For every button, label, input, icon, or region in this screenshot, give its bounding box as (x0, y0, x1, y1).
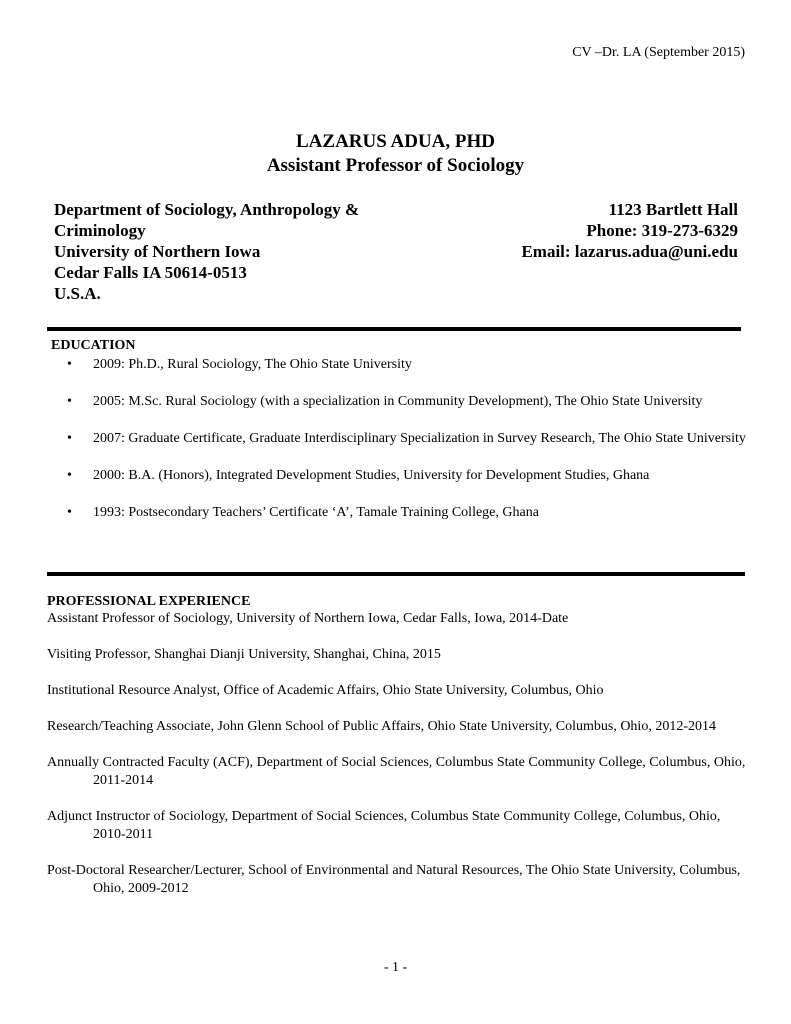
education-item-text: 2005: M.Sc. Rural Sociology (with a specialization in Community Development), The Ohio State University (93, 394, 703, 409)
section-divider-middle (47, 572, 745, 576)
education-item (67, 430, 747, 448)
experience-item: Assistant Professor of Sociology, University of Northern Iowa, Cedar Falls, Iowa, 2014-Date (47, 611, 569, 626)
section-divider-top (47, 327, 741, 331)
education-item-text: 1993: Postsecondary Teachers’ Certificate ‘A’, Tamale Training College, Ghana (93, 505, 539, 520)
department-address (54, 199, 359, 304)
experience-item: Research/Teaching Associate, John Glenn School of Public Affairs, Ohio State University, Columbus, Ohio, 2012-2014 (47, 719, 716, 734)
address-line-city: Cedar Falls IA 50614-0513 (54, 263, 247, 282)
experience-item: Post-Doctoral Researcher/Lecturer, School of Environmental and Natural Resources, The Ohio State University, Columbus, Ohio, 2009-2012 (47, 863, 741, 896)
education-item-text: 2009: Ph.D., Rural Sociology, The Ohio State University (93, 357, 412, 372)
education-item-text: 2007: Graduate Certificate, Graduate Interdisciplinary Specialization in Survey Research, The Ohio State University (93, 431, 746, 446)
education-heading: EDUCATION (51, 338, 136, 353)
address-line-university: University of Northern Iowa (54, 242, 261, 261)
address-line-department: Department of Sociology, Anthropology & (54, 200, 360, 219)
bullet-icon: • (67, 431, 72, 446)
education-item (67, 356, 747, 374)
education-item-text: 2000: B.A. (Honors), Integrated Development Studies, University for Development Studies, Ghana (93, 468, 650, 483)
address-line-department-cont: Criminology (54, 221, 146, 240)
bullet-icon: • (67, 468, 72, 483)
author-name: LAZARUS ADUA, PHD (296, 131, 495, 152)
experience-heading: PROFESSIONAL EXPERIENCE (47, 594, 251, 609)
office-location: 1123 Bartlett Hall (608, 200, 738, 219)
experience-list (47, 610, 747, 916)
page-number: - 1 - (383, 960, 408, 975)
education-item (67, 504, 747, 522)
experience-item: Annually Contracted Faculty (ACF), Department of Social Sciences, Columbus State Community College, Columbus, Ohio, 2011-2014 (47, 755, 746, 788)
running-header: CV –Dr. LA (September 2015) (572, 45, 745, 60)
experience-item: Visiting Professor, Shanghai Dianji University, Shanghai, China, 2015 (47, 647, 441, 662)
bullet-icon: • (67, 357, 72, 372)
education-list (67, 356, 747, 541)
email-address: Email: lazarus.adua@uni.edu (521, 242, 738, 261)
address-line-country: U.S.A. (54, 284, 101, 303)
education-item (67, 393, 747, 411)
education-item (67, 467, 747, 485)
phone-number: Phone: 319-273-6329 (586, 221, 738, 240)
experience-item: Adjunct Instructor of Sociology, Department of Social Sciences, Columbus State Community College, Columbus, Ohio, 2010-2011 (47, 809, 721, 842)
experience-item: Institutional Resource Analyst, Office of Academic Affairs, Ohio State University, Columbus, Ohio (47, 683, 604, 698)
bullet-icon: • (67, 394, 72, 409)
author-title: Assistant Professor of Sociology (266, 155, 525, 176)
contact-details (521, 199, 738, 262)
bullet-icon: • (67, 505, 72, 520)
